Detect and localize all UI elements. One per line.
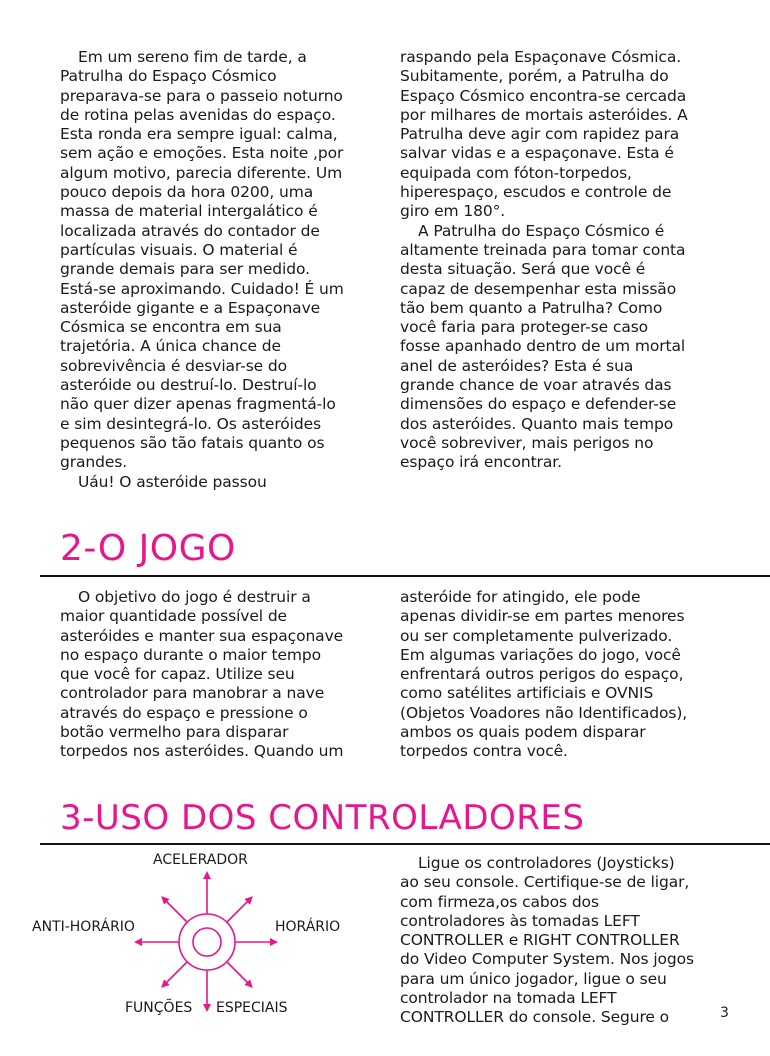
label-funcoes: FUNÇÕES [125,1000,193,1016]
section-2-right-column [400,588,692,762]
intro-paragraph-3: raspando pela Espaçonave Cósmica. Subitamente, porém, a Patrulha do Espaço Cósmico encontra-se cercada por milhares de mortais asteróides. A Patrulha deve agir com rapidez para salvar vidas e a espaçonave. Esta é equipada com fóton-torpedos, hiperespaço, escudos e controle de giro em 180°. [400,48,688,221]
joystick-diagram [20,848,370,1028]
section-2-left-column [60,588,352,762]
section-2-paragraph-right: asteróide for atingido, ele pode apenas dividir-se em partes menores ou ser completamente pulverizado. Em algumas variações do jogo, você enfrentará outros perigos do espaço, como satélites artificiais e OVNIS (Objetos Voadores não Identificados), ambos os quais podem disparar torpedos contra você. [400,588,688,761]
joystick-arrows-icon [20,848,370,1028]
intro-paragraph-2: Uáu! O asteróide passou [78,472,267,491]
section-3-heading: 3-USO DOS CONTROLADORES [60,798,585,838]
label-anti-horario: ANTI-HORÁRIO [32,919,135,935]
section-3-paragraph: Ligue os controladores (Joysticks) ao seu console. Certifique-se de ligar, com firmeza,os cabos dos controladores às tomadas LEFT CONTROLLER e RIGHT CONTROLLER do Video Computer System. Nos jogos para um único jogador, ligue o seu controlador na tomada LEFT CONTROLLER do console. Segure o [400,854,695,1027]
label-acelerador: ACELERADOR [153,852,248,868]
intro-right-column [400,48,690,473]
section-2-heading: 2-O JOGO [60,528,236,569]
intro-paragraph-1: Em um sereno fim de tarde, a Patrulha do Espaço Cósmico preparava-se para o passeio noturno de rotina pelas avenidas do espaço. Esta ronda era sempre igual: calma, sem ação e emoções. Esta noite ,por algum motivo, parecia diferente. Um pouco depois da hora 0200, uma massa de material intergalático é localizada através do contador de partículas visuais. O material é grande demais para ser medido. Está-se aproximando. Cuidado! É um asteróide gigante e a Espaçonave Cósmica se encontra em sua trajetória. A única chance de sobrevivência é desviar-se do asteróide ou destruí-lo. Destruí-lo não quer dizer apenas fragmentá-lo e sim desintegrá-lo. Os asteróides pequenos são tão fatais quanto os grandes. [60,48,344,472]
intro-left-column [60,48,348,492]
intro-paragraph-4: A Patrulha do Espaço Cósmico é altamente treinada para tomar conta desta situação. Será que você é capaz de desempenhar esta missão tão bem quanto a Patrulha? Como você faria para proteger-se caso fosse apanhado dentro de um mortal anel de asteróides? Esta é sua grande chance de voar através das dimensões do espaço e defender-se dos asteróides. Quanto mais tempo você sobreviver, mais perigos no espaço irá encontrar. [400,221,686,472]
section-3-right-column [400,854,695,1028]
section-2-paragraph-left: O objetivo do jogo é destruir a maior quantidade possível de asteróides e manter sua espaçonave no espaço durante o maior tempo que você for capaz. Utilize seu controlador para manobrar a nave através do espaço e pressione o botão vermelho para disparar torpedos nos asteróides. Quando um [60,588,344,761]
page-number: 3 [720,1005,729,1021]
section-2-rule [40,575,770,577]
label-horario: HORÁRIO [275,919,341,935]
label-especiais: ESPECIAIS [216,1000,288,1016]
section-3-rule [40,843,770,845]
